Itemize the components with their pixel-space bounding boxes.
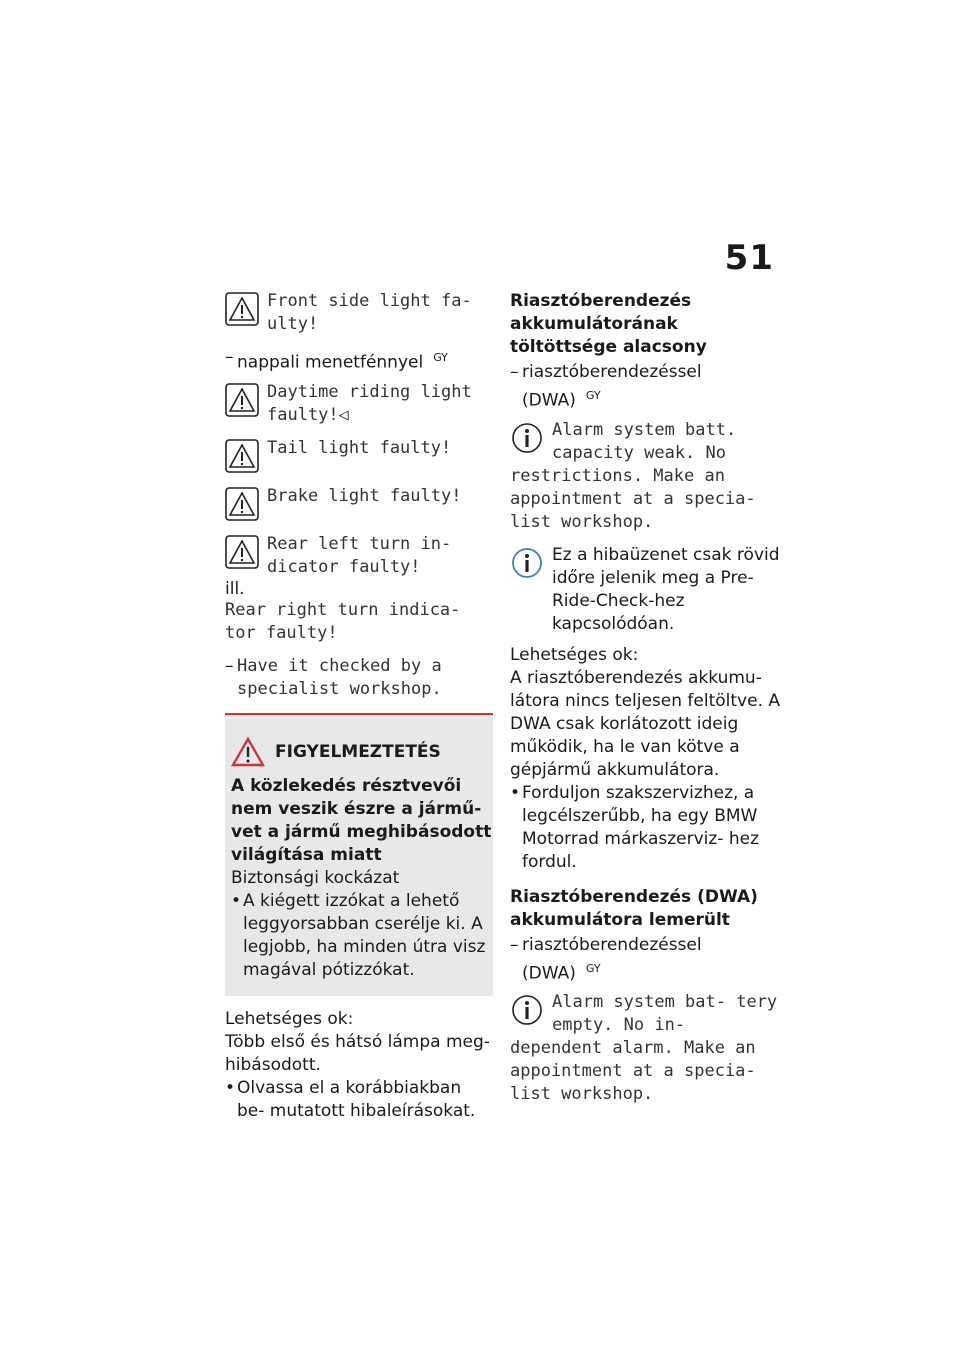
possible-text: Több első és hátsó lámpa meg- hibásodott. (225, 1031, 490, 1075)
message-text-left: Rear left turn in- dicator faulty! (267, 533, 452, 577)
dash-mark: – (225, 347, 234, 367)
dash-mark: – (225, 655, 234, 676)
message-text: Brake light faulty! (267, 485, 462, 506)
possible-label: Lehetséges ok: (510, 644, 639, 665)
message-daytime-light (225, 381, 493, 427)
dash-mark: – (510, 362, 519, 382)
heading-battery-low: Riasztóberendezés akkumulátorának töltöttsége alacsony (510, 291, 707, 357)
message-text-right: Rear right turn indica- tor faulty! (225, 599, 461, 643)
warning-triangle-icon (225, 487, 259, 521)
warning-bullet (231, 890, 493, 982)
bullet-text: Forduljon szakszervizhez, a legcélszerűbb, ha egy BMW Motorrad márkaszerviz- hez fordul. (522, 782, 759, 872)
bullet-text: A kiégett izzókat a lehető leggyorsabban cserélje ki. A legjobb, ha minden útra visz magával pótizzókat. (243, 890, 486, 980)
service-bullet (510, 782, 780, 874)
message-battery-weak (510, 419, 780, 534)
warning-triangle-icon (225, 535, 259, 569)
heading-battery-empty: Riasztóberendezés (DWA) akkumulátora lemerült (510, 886, 758, 930)
message-text: Daytime riding light faulty!◁ (267, 381, 472, 425)
message-text: Front side light fa- ulty! (267, 291, 472, 334)
message-brake-light (225, 485, 493, 523)
warning-heading (231, 737, 493, 767)
daytime-label: nappali menetfénnyel $^{GY}$ (237, 351, 448, 373)
dwa-label: riasztóberendezéssel (DWA) $^{GY}$ (522, 934, 702, 984)
warning-triangle-icon (225, 439, 259, 473)
message-battery-empty (510, 991, 780, 1106)
checked-line (225, 655, 493, 701)
warning-triangle-icon (225, 383, 259, 417)
left-column (225, 290, 493, 1129)
warning-title: FIGYELMEZTETÉS (275, 741, 441, 762)
info-icon (510, 993, 544, 1027)
possible-label: Lehetséges ok: (225, 1008, 354, 1029)
dash-mark: – (510, 934, 519, 955)
daytime-variant-line (225, 346, 493, 375)
right-column (510, 290, 780, 1116)
message-text: Tail light faulty! (267, 437, 452, 458)
bullet-mark: • (510, 782, 521, 803)
page-number: 51 (724, 238, 774, 278)
message-text: Alarm system bat- tery empty. No in- dependent alarm. Make an appointment at a specia- list workshop. (510, 992, 778, 1105)
bullet-mark: • (225, 1077, 236, 1098)
info-note-text: Ez a hibaüzenet csak rövid időre jelenik meg a Pre- Ride-Check-hez kapcsolódóan. (552, 544, 780, 634)
warning-bold-text: A közlekedés résztvevői nem veszik észre a jármű- vet a jármű meghibásodott világítása miatt (231, 775, 492, 865)
info-note (510, 544, 780, 636)
info-icon (510, 421, 544, 455)
warning-red-triangle-icon (231, 737, 265, 767)
gy-badge: GY (585, 389, 601, 402)
read-bullet (225, 1077, 493, 1123)
warning-box (225, 713, 493, 996)
warning-triangle-icon (225, 292, 259, 326)
dwa-label: riasztóberendezéssel (DWA) $^{GY}$ (522, 362, 702, 411)
dwa-variant-line (510, 934, 780, 986)
gy-badge: GY (585, 961, 601, 975)
message-rear-turn-indicator (225, 533, 493, 645)
bullet-text: Olvassa el a korábbiakban be- mutatott hibaleírásokat. (237, 1077, 476, 1121)
possible-text: A riasztóberendezés akkumu- látora nincs teljesen feltöltve. A DWA csak korlátozott ideig működik, ha le van kötve a gépjármű akkumulátora. (510, 667, 780, 780)
message-tail-light (225, 437, 493, 475)
checked-text: Have it checked by a specialist workshop. (237, 655, 442, 699)
message-front-side-light (225, 290, 493, 336)
message-text: Alarm system batt. capacity weak. No restrictions. Make an appointment at a specia- list workshop. (510, 419, 756, 532)
gy-badge: GY (433, 351, 448, 364)
ill-connector: ill. (225, 578, 245, 599)
dwa-variant-line (510, 361, 780, 413)
warning-risk: Biztonsági kockázat (231, 867, 400, 888)
info-blue-icon (510, 546, 544, 580)
bullet-mark: • (231, 890, 242, 911)
